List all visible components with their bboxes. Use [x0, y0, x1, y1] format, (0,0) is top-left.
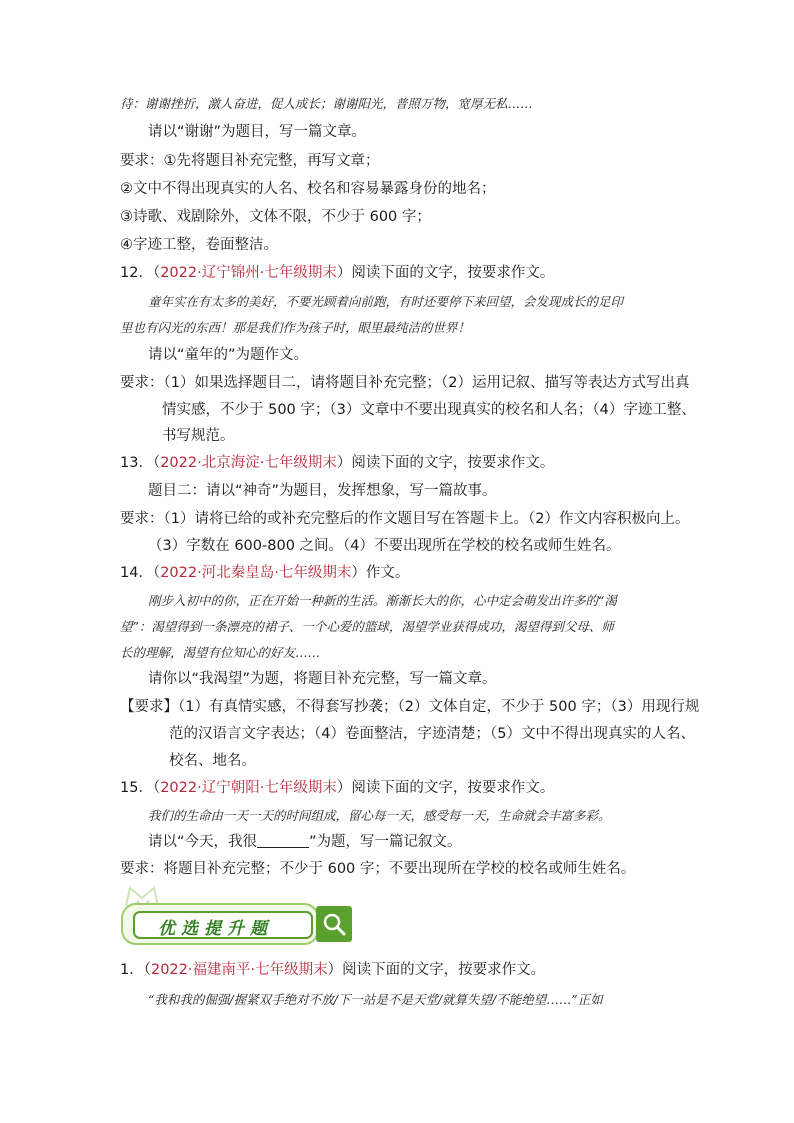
- q11-req-2: ②文中不得出现真实的人名、校名和容易暴露身份的地名；: [120, 181, 496, 197]
- task-text-before-blank: 请以“今天，我很: [148, 834, 258, 850]
- question-instruction: ）阅读下面的文字，按要求作文。: [336, 455, 555, 471]
- q12-prompt-1: 童年实在有太多的美好，不要光顾着向前跑，有时还要停下来回望，会发现成长的足印: [148, 294, 624, 309]
- q13-req-2: （3）字数在 600-800 之间。（4）不要出现所在学校的校名或师生姓名。: [148, 538, 621, 554]
- q11-req-4: ④字迹工整，卷面整洁。: [120, 237, 278, 253]
- q11-req-1: 要求：①先将题目补充完整，再写文章；: [120, 153, 380, 169]
- q13-task: 题目二：请以“神奇”为题目，发挥想象，写一篇故事。: [148, 483, 497, 499]
- q12-task: 请以“童年的”为题作文。: [148, 347, 309, 363]
- question-source: 2022·河北秦皇岛·七年级期末: [160, 565, 352, 581]
- search-icon: [320, 910, 348, 938]
- q12-prompt-2: 里也有闪光的东西！那是我们作为孩子时，眼里最纯洁的世界！: [120, 320, 471, 335]
- question-number: 12．（: [120, 265, 161, 281]
- question-instruction: ）阅读下面的文字，按要求作文。: [336, 780, 555, 796]
- q15-heading: [120, 778, 554, 798]
- question-instruction: ）作文。: [351, 565, 410, 581]
- banner-title: 优选提升题: [158, 919, 273, 939]
- question-number: 14．（: [120, 565, 161, 581]
- q11-task: 请以“谢谢”为题目，写一篇文章。: [148, 124, 367, 140]
- q15-req-1: 要求：将题目补充完整；不少于 600 字；不要出现所在学校的校名或师生姓名。: [120, 861, 636, 877]
- q15-prompt-1: 我们的生命由一天一天的时间组成，留心每一天，感受每一天，生命就会丰富多彩。: [148, 808, 611, 823]
- question-source: 2022·福建南平·七年级期末: [150, 962, 328, 978]
- question-number: 15．（: [120, 780, 161, 796]
- q14-req-3: 校名、地名。: [169, 753, 256, 769]
- q14-prompt-3: 长的理解，渴望有位知心的好友……: [120, 645, 321, 660]
- q13-heading: [120, 453, 554, 473]
- q11-prompt-tail: 待：谢谢挫折，激人奋进，促人成长；谢谢阳光，普照万物，宽厚无私……: [120, 96, 533, 111]
- q12-req-2: 情实感，不少于 500 字；（3）文章中不要出现真实的校名和人名；（4）字迹工整、: [162, 402, 696, 418]
- question-source: 2022·辽宁锦州·七年级期末: [160, 265, 337, 281]
- question-instruction: ）阅读下面的文字，按要求作文。: [336, 265, 555, 281]
- q14-task: 请你以“我渴望”为题，将题目补充完整，写一篇文章。: [148, 671, 497, 687]
- question-source: 2022·辽宁朝阳·七年级期末: [160, 780, 337, 796]
- q14-heading: [120, 563, 409, 583]
- q14-prompt-2: 望”：渴望得到一条漂亮的裙子、一个心爱的篮球，渴望学业获得成功，渴望得到父母、师: [120, 619, 614, 634]
- question-instruction: ）阅读下面的文字，按要求作文。: [327, 962, 546, 978]
- q14-req-2: 范的汉语言文字表达；（4）卷面整洁，字迹清楚；（5）文中不得出现真实的人名、: [169, 726, 695, 742]
- question-number: 13．（: [120, 455, 161, 471]
- fill-in-blank: [257, 833, 309, 848]
- q14-req-1: 【要求】（1）有真情实感，不得套写抄袭；（2）文体自定，不少于 500 字；（3）用现行规: [120, 699, 700, 715]
- q12-req-1: 要求：（1）如果选择题目二，请将题目补充完整；（2）运用记叙、描写等表达方式写出真: [120, 375, 690, 391]
- q11-req-3: ③诗歌、戏剧除外，文体不限，不少于 600 字；: [120, 209, 431, 225]
- question-number: 1．（: [120, 962, 151, 978]
- p1-heading: [120, 960, 545, 980]
- q14-prompt-1: 刚步入初中的你，正在开始一种新的生活。渐渐长大的你，心中定会萌发出许多的“渴: [148, 593, 617, 608]
- p1-prompt-1: “我和我的倔强/握紧双手绝对不放/下一站是不是天堂/就算失望/不能绝望……”正如: [148, 992, 603, 1007]
- q12-req-3: 书写规范。: [162, 428, 235, 444]
- q15-task: [148, 832, 462, 852]
- task-text-after-blank: ”为题，写一篇记叙文。: [309, 834, 462, 850]
- section-banner: [120, 884, 354, 948]
- q13-req-1: 要求：（1）请将已给的或补充完整后的作文题目写在答题卡上。（2）作文内容积极向上。: [120, 511, 690, 527]
- question-source: 2022·北京海淀·七年级期末: [160, 455, 337, 471]
- q12-heading: [120, 263, 554, 283]
